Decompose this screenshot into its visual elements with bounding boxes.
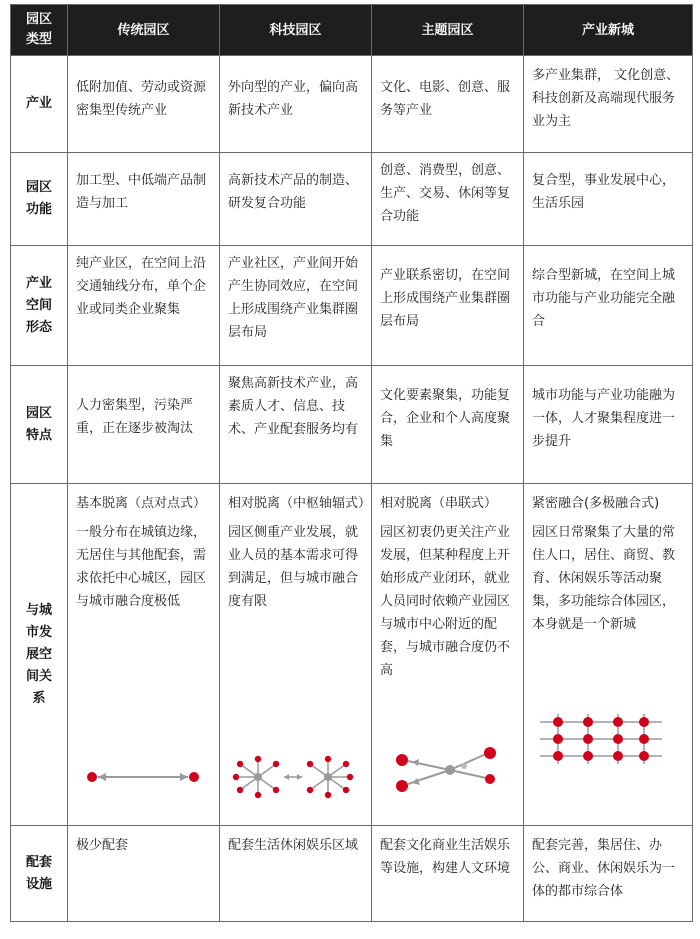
table-cell: [68, 484, 220, 826]
row-facilities: [11, 826, 693, 922]
table-cell: 配套完善，集居住、办公、商业、休闲娱乐为一体的都市综合体: [524, 826, 693, 922]
relation-body: 园区侧重产业发展，就业人员的基本需求可得到满足，但与城市融合度有限: [228, 525, 359, 609]
table-cell: 高新技术产品的制造、研发复合功能: [220, 153, 372, 246]
row-label-spatial-form: 产业 空间 形态: [11, 246, 68, 366]
relation-title: 相对脱离（中枢轴辐式）: [228, 496, 372, 511]
row-label-city-relation: 与城 市发 展空 间关 系: [11, 484, 68, 826]
table-cell: 低附加值、劳动或资源密集型传统产业: [68, 56, 220, 153]
table-cell: 复合型，事业发展中心，生活乐园: [524, 153, 693, 246]
table-cell: 极少配套: [68, 826, 220, 922]
col-header-traditional: 传统园区: [68, 5, 220, 56]
hub-and-spoke-diagram: [228, 752, 358, 802]
table-cell: 产业社区，产业间开始产生协同效应，在空间上形成围绕产业集群圈层布局: [220, 246, 372, 366]
corner-header: 园区 类型: [11, 5, 68, 56]
row-city-relation: [11, 484, 693, 826]
relation-title: 相对脱离（串联式）: [380, 496, 498, 511]
table-cell: 聚焦高新技术产业，高素质人才、信息、技术、产业配套服务均有: [220, 366, 372, 484]
table-cell: 外向型的产业，偏向高新技术产业: [220, 56, 372, 153]
row-features: [11, 366, 693, 484]
table-cell: 综合型新城，在空间上城市功能与产业功能完全融合: [524, 246, 693, 366]
table-cell: 配套生活休闲娱乐区域: [220, 826, 372, 922]
row-industry: [11, 56, 693, 153]
table-cell: 人力密集型，污染严重，正在逐步被淘汰: [68, 366, 220, 484]
table-cell: 文化要素聚集，功能复合，企业和个人高度聚集: [372, 366, 524, 484]
table-cell: 加工型、中低端产品制造与加工: [68, 153, 220, 246]
table-cell: 多产业集群， 文化创意、科技创新及高端现代服务业为主: [524, 56, 693, 153]
relation-title: 基本脱离（点对点式）: [76, 496, 207, 511]
relation-body: 一般分布在城镇边缘，无居住与其他配套，需求依托中心城区，园区与城市融合度极低: [76, 525, 207, 609]
col-header-theme: 主题园区: [372, 5, 524, 56]
row-spatial-form: [11, 246, 693, 366]
table-cell: [372, 484, 524, 826]
row-label-facilities: 配套 设施: [11, 826, 68, 922]
col-header-new-city: 产业新城: [524, 5, 693, 56]
series-diagram: [390, 746, 510, 796]
table-cell: 配套文化商业生活娱乐等设施，构建人文环境: [372, 826, 524, 922]
park-comparison-table: [10, 4, 693, 922]
table-cell: 纯产业区，在空间上沿交通轴线分布，单个企业或同类企业聚集: [68, 246, 220, 366]
table-cell: 城市功能与产业功能融为一体，人才聚集程度进一步提升: [524, 366, 693, 484]
table-cell: 产业联系密切，在空间上形成围绕产业集群圈层布局: [372, 246, 524, 366]
point-to-point-diagram: [84, 762, 204, 792]
relation-title: 紧密融合(多极融合式): [532, 496, 660, 511]
table-cell: [524, 484, 693, 826]
row-label-features: 园区 特点: [11, 366, 68, 484]
multi-pole-grid-diagram: [536, 712, 666, 766]
col-header-tech: 科技园区: [220, 5, 372, 56]
relation-body: 园区初衷仍更关注产业发展，但某种程度上开始形成产业闭环，就业人员同时依赖产业园区与城市中心附近的配套，与城市融合度仍不高: [380, 525, 511, 678]
table-cell: [220, 484, 372, 826]
table-cell: 创意、消费型，创意、生产、交易、休闲等复合功能: [372, 153, 524, 246]
row-label-function: 园区 功能: [11, 153, 68, 246]
row-function: [11, 153, 693, 246]
relation-body: 园区日常聚集了大量的常住人口，居住、商贸、教育、休闲娱乐等活动聚集，多功能综合体园区，本身就是一个新城: [532, 525, 676, 632]
header-row: [11, 5, 693, 56]
table-cell: 文化、电影、创意、服务等产业: [372, 56, 524, 153]
row-label-industry: 产业: [11, 56, 68, 153]
